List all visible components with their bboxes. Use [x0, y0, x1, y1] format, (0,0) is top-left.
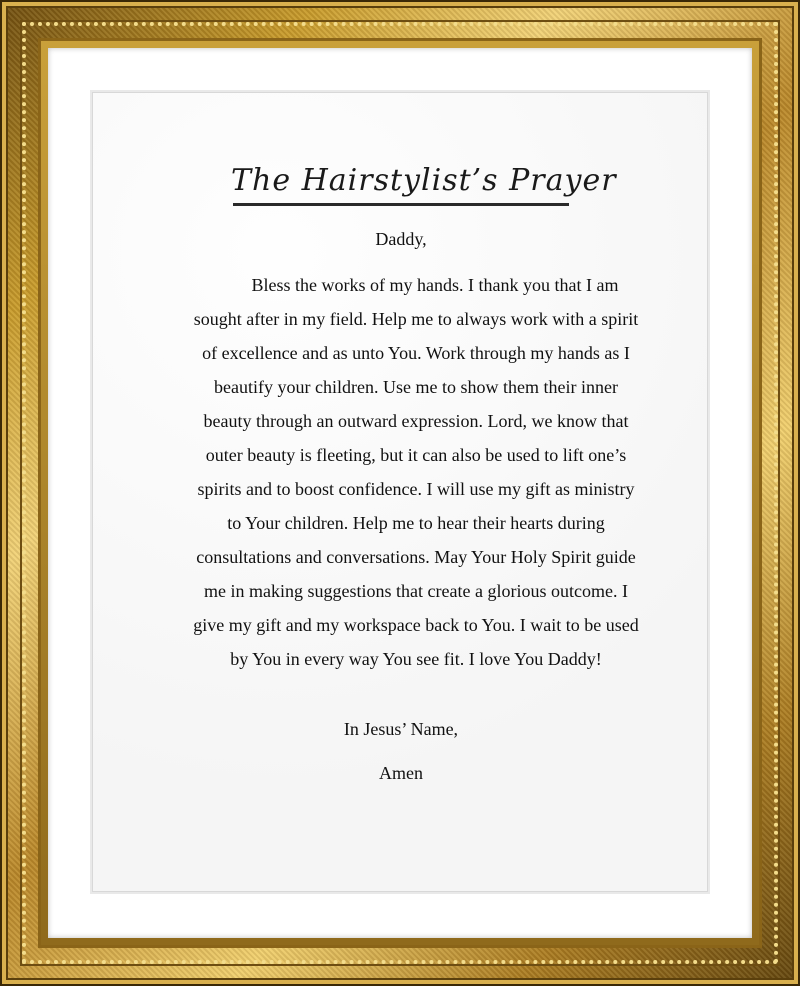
- salutation: Daddy,: [375, 229, 427, 249]
- prayer-title: The Hairstylist’s Prayer: [231, 163, 617, 198]
- title-underline: [233, 203, 569, 206]
- prayer-body: Bless the works of my hands. I thank you that I am sought after in my field. Help me to always work with a spirit of excellence and as unto You. Work through my hands as I beautify your children. Use me to show them their inner beauty through an outward expression. Lord, we know that outer beauty is fleeting, but it can also be used to lift one’s spirits and to boost confidence. I will use my gift as ministry to Your children. Help me to hear their hearts during consultations and conversations. May Your Holy Spirit guide me in making suggestions that create a glorious outcome. I give my gift and my workspace back to You. I wait to be used by You in every way You see fit. I love You Daddy!: [193, 275, 639, 669]
- prayer-paper: [92, 92, 708, 892]
- closing-line: In Jesus’ Name,: [343, 719, 459, 739]
- amen-line: Amen: [379, 763, 423, 783]
